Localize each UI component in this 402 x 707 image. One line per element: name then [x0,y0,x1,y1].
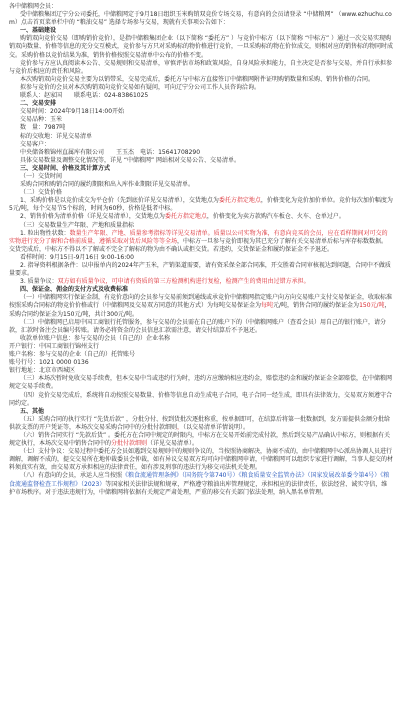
section-1-paragraph-4: 拟参与竞价的会员对本次购销双向竞价交易如有疑问，可向辽宁分公司工作人员咨询洽询。 [20,83,261,91]
trade-target-value: 详见交易清单 [56,132,93,140]
section-5-paragraph-2 [9,432,393,448]
trade-quantity [9,124,393,132]
bank-number [9,359,393,367]
text-span: （以交易清单详情说明）。 [183,423,250,431]
section-4-paragraph-3: （三）本场次暂时免收交易手续费，但本交易中当或违约行为时，违约方应缴纳相应违约金，赔偿违约金和履约保证金全部赔偿，在中储粮网规定交易手续费。 [9,375,393,391]
trade-tel: 15641708290 [158,148,201,156]
trade-quantity-label: 数 量： [20,124,45,132]
trade-party-line [9,149,393,157]
text-span: ，价格变化为竞价加价单位。竞价每次加价幅度为5元/吨，每个交易节5个标的，时间为60秒，价格是低者中标。 [9,197,393,213]
section-3-3-paragraph-1 [9,230,393,254]
text-span: 1. 粒出物性状数： [20,229,70,237]
contact-line [9,92,393,100]
text-span: ，价格变化为卖方款购汽车板仓、火车、仓单过户。 [206,213,345,221]
highlight-span: 委托方指定地点 [218,197,261,205]
bank-open [9,343,393,351]
section-5-title: 五、其他 [20,407,45,415]
trade-party-label: 交易客户： [20,140,51,148]
intro-paragraph: 受中储粮集团辽宁分公司委托，中储粮网定于9月18日组织玉米购销双竞价专场交易，有意向的会员请登录 “中储粮网” （www.ezhuchu.com）点击首页菜单栏中的 “粮油交易” 选择专场参与交易，现就有关事项公告如下： [9,11,392,27]
section-3-1-text: 采购合同和购销合同的履约期限和出入库作业期限详见交易清单。 [20,181,195,189]
text-span: 2、销售价格为清单价格（详见交易清单），交货地点为 [20,213,165,221]
text-span: 1、采购价格是以竞价成交为平仓价（先到底价详见交易清单），交货地点为 [20,197,219,205]
bank-address-value: 北京市西城区 [39,367,76,375]
bank-account-value: 参与交易的企业（自己的）托管账号 [39,351,136,359]
bank-number-value: 1021 0000 0136 [39,359,89,367]
viewing-time: 看样时间：9月15日-9月16日 9:00-16:00 [20,253,134,261]
trade-time-label: 交易时间： [20,108,51,116]
highlight-span: 每吨 [261,302,274,310]
section-4-title: 四、保证金、佣金的支付方式及收费标准 [20,286,129,294]
text-span: 等国家相关法律法规和规章，严格遵守粮油出库管理规定，承担相应的法律责任，依法经营、诚实守信，维护市场秩序。对于违法违规行为，中储粮网将依据有关规定严肃处理，严重的移交有关部门依法处理，纳入黑名单管理。 [9,480,388,496]
section-5-paragraph-3: （七）支付争议：交易过程中委托方会员如遇到交易规则中的规则争议的，当按照协商解决，协商不成的，由中储粮网中心派出协调人员进行调解，调解不成的，提交交易所在地仲裁委员会仲裁，如有异议交易双方均可向中储粮网申请，中储粮网可以组织专家进行调解，当事人提交的材料须真实有效，由交易双方承担相应的法律责任，如有涉及刑事的违法行为移交司法机关处理。 [9,448,394,472]
section-3-2-paragraph-2 [9,213,393,221]
section-4-paragraph-4: （四）竞价交易完成后，系统将自动按照交易数量、价格等信息自动生成电子合同，电子合同一经生成，即具有法律效力，交易双方须遵守合同约定。 [9,391,393,407]
bank-account [9,351,393,359]
trade-goods [9,116,393,124]
text-span: 3. 质量争议： [20,278,58,286]
trade-tel-label: 电话： [140,148,159,156]
bank-number-label: 账号行号： [9,359,40,367]
regulation-link[interactable]: 《粮食流通管理条例》（国务院令第740号）《粮食质量安全监管办法》（国家发展改革委令第4号）《粮食流通监督检查工作规程》（2023） [9,472,390,488]
contact-phone-label: 联系电话： [74,92,105,100]
highlight-span: 数量生产年限、产地、质量参考指标等详见交易清单。质量以公司实物为准，有意向竞买的会员，应在看样期间对可交的实物进行充分了解和合格前质量，遵循采取对货后风险等等全场 [9,229,388,245]
text-span: （六）销售合同实行 “先款后货” 。委托方在合同中规定的时限内，中标方在交易开始前完成付款，然后到交易产品确认中标方，则根据有关规定执行，本场次交易中销售合同中的 [9,431,391,448]
trade-quantity-value: 7987吨 [44,124,66,132]
trade-time-value: 2024年9月18日14:00开始 [50,108,125,116]
section-4-paragraph-1 [9,294,393,318]
highlight-span: 双方如有质量争议，可申请有资质的第三方检测机构进行复检，检测产生的费用由过错方承担。 [57,278,310,286]
highlight-span: ， [177,423,184,431]
section-3-1-title: （一）交货时间 [20,172,63,180]
bank-address-label: 银行地址： [9,367,40,375]
trade-goods-label: 交易品种： [20,116,51,124]
section-3-2-title: （二）交货价格 [20,189,63,197]
text-span: ，采购合同约保证金为150元/吨，共计300元/吨。 [9,302,391,318]
section-5-paragraph-4 [9,472,393,496]
highlight-span: 分批付款细则 [111,440,148,448]
text-span: ，中标方一旦参与竞价即视为其已充分了解有关交易清单后标与库存标数数据。交货完成后，中标方不得以不了解或不完全了解标的物为由不确认或拒交货。若违约，交货保证金和履约保证金不予退还。 [9,237,388,253]
contact-label: 联系人： [20,92,45,100]
section-4-paragraph-2: （二）中储粮网已启用中国工商银行托管服务，参与交易的会员需在自己的账户下的（中储粮网账户（查看会员）用自己的银行账户，请分款，汇款时备注会员编号转账。请务必将资金的会员信息汇款需注意，请交付结算后不予退还。 [9,318,387,334]
trade-detail: 具体交易数量及调整交化情况等，详见 “中储粮网” 网站相对交易公告、交易清单。 [20,156,241,164]
section-1-paragraph-1: 购销双向竞价交易（即购销价竞价），是指中储粮集团企业（以下简称 “委托方” ）与竞价中标方（以下简称 “中标方” ）通过一次交易实现购销双向数量、价格等信息的充分交互模式，竞价参与方只对采购标的物价格进行竞价，一旦采购标的物在价位成交，则相对应的销售标的物同时成交。采购价格以竞价结果为准，销售价格按照交易清单中公布的价格不变。 [9,35,394,59]
contact-name: 赵家国 [44,92,63,100]
bank-account-label: 账户名称： [9,351,40,359]
trade-goods-value: 玉米 [50,116,63,124]
section-2-title: 二、交易安排 [20,100,57,108]
text-span: （八）有意向的会员，承运人应当按照 [20,472,123,480]
section-3-title: 三、交易时间、价格及其计算方式 [20,164,111,172]
text-span: （一）中储粮网实行保证金制，有竞价意向的会员参与交易前须到通线或承竞价中储粮网指定账户向方向交易账户支付交易保证金，收取标准按照采购合同标的物竞价价格或行（中储粮网及交易双方同意的其他方式）为每吨交易保证金为 [9,294,393,310]
contact-phone: 024-83861025 [104,92,149,100]
bank-open-value: 中国工商银行锦州支行 [39,342,100,350]
highlight-span: 委托方指定地点 [164,213,207,221]
trade-person: 王玉杰 [116,148,135,156]
text-span: （详见交易清单）。 [147,440,199,448]
trade-company: 中央储备粮锦州直属库有限公司 [20,148,105,156]
section-5-paragraph-1 [9,416,393,432]
trade-target [9,133,393,141]
section-3-2-paragraph-1 [9,197,393,213]
trade-time [9,108,393,116]
section-3-3-title: （三）交易数量生产年限、产地和质量指标 [20,221,135,229]
text-span: （五）采购合同的执行实行 “先货后款” ，分批分付、按到货批次逐批称重，按单据即可，在结算后将第一批数据到，发方需提供金额分批给供款支票的开户凭证等，本场次交易采购合同中的分批付款细则 [9,415,391,431]
text-span: 元/吨，销售合同的履约保证金为 [273,302,360,310]
section-1-paragraph-2: 竞价参与方应认真阅读本公告、交易规则和交易清单，审慎评估市场和政策风险，自身风险承担能力，自主决定是否参与交易，并自行承担参与竞价后相应的责任和风险。 [9,59,393,75]
bank-open-label: 开户银行： [9,342,40,350]
section-3-3-paragraph-2: 2. 指导资料根据条件：以申报单内的2024年产玉米，产销渠道需要，请有资采保全部合同准，开交胜着合同审核视达到问题，合同中不做质量要求。 [9,262,391,278]
greeting: 各中储粮网会员： [9,3,58,10]
bank-info-label: 收款单位账户信息：参与交易的会员（自己的）企业名称 [20,334,171,342]
trade-target-label: 标的交收地： [20,132,57,140]
highlight-span: 150元/吨 [359,302,385,310]
section-1-paragraph-3: 本次购销双向竞价交易主要为以销带采，交易完成后，委托方与中标方直接签订中储粮网附件证明购销数量和采购、销售价格的合同。 [20,75,375,83]
section-1-title: 一、基础建设 [20,27,57,35]
